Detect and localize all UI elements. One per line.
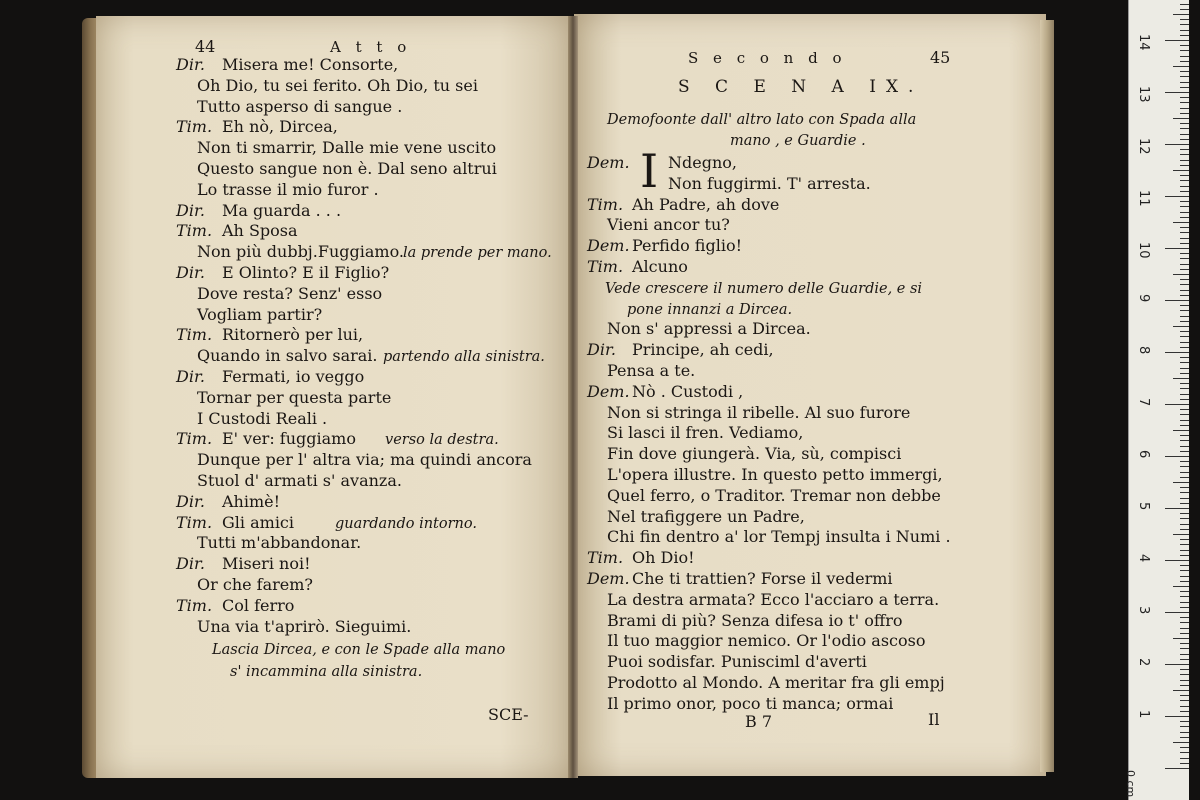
ruler-tick [1180, 726, 1189, 727]
ruler-tick [1180, 191, 1189, 192]
ruler-tick [1180, 440, 1189, 441]
verse-line: Non ti smarrir, Dalle mie vene uscito [197, 138, 497, 158]
verse-line: Gli amici [222, 512, 295, 532]
ruler-tick [1180, 61, 1189, 62]
verse-line: Nò . Custodi , [632, 381, 744, 401]
book-gutter [568, 16, 578, 778]
ruler-tick [1180, 737, 1189, 738]
ruler-tick [1180, 238, 1189, 239]
ruler-tick [1180, 539, 1189, 540]
ruler-tick [1180, 565, 1189, 566]
ruler-tick [1180, 602, 1189, 603]
verse-line: Tutto asperso di sangue . [197, 96, 403, 116]
verse-line: Principe, ah cedi, [632, 340, 774, 360]
ruler-tick [1165, 144, 1189, 145]
ruler-tick [1180, 269, 1189, 270]
verse-line: Questo sangue non è. Dal seno altrui [197, 159, 497, 178]
ruler-tick [1180, 290, 1189, 291]
verse-line: Ma guarda . . . [222, 200, 342, 220]
ruler-tick [1180, 747, 1189, 748]
ruler-tick [1180, 524, 1189, 525]
ruler-tick [1180, 56, 1189, 57]
right-page-edge [1040, 20, 1054, 772]
speaker-label: Tim. [176, 512, 213, 532]
ruler-tick [1180, 342, 1189, 343]
ruler-tick [1180, 123, 1189, 124]
ruler-tick [1165, 508, 1189, 509]
ruler-tick [1180, 139, 1189, 140]
ruler-tick [1180, 648, 1189, 649]
ruler-tick [1180, 550, 1189, 551]
ruler-tick [1180, 331, 1189, 332]
speaker-label: Dir. [176, 55, 205, 74]
speaker-label: Tim. [587, 194, 624, 214]
ruler-tick [1180, 503, 1189, 504]
ruler-tick [1180, 321, 1189, 322]
ruler-tick [1180, 264, 1189, 265]
ruler-tick [1180, 409, 1189, 410]
verse-line: Puoi sodisfar. Punisciml d'averti [607, 652, 867, 672]
speaker-label: Tim. [176, 595, 213, 615]
ruler-tick [1180, 232, 1189, 233]
verse-line: Il tuo maggior nemico. Or l'odio ascoso [607, 631, 926, 651]
verse-line: Col ferro [222, 595, 295, 615]
verse-line: Non fuggirmi. T' arresta. [668, 173, 871, 193]
ruler-tick [1180, 628, 1189, 629]
ruler-tick [1173, 14, 1189, 15]
ruler-tick [1180, 388, 1189, 389]
ruler-tick [1180, 732, 1189, 733]
ruler-number: 12 [1136, 138, 1151, 155]
ruler-tick [1180, 518, 1189, 519]
verse-line: Vieni ancor tu? [607, 215, 730, 235]
ruler-tick [1180, 82, 1189, 83]
ruler-tick [1173, 274, 1189, 275]
speaker-label: Dir. [176, 263, 205, 282]
ruler-tick [1180, 45, 1189, 46]
speaker-label: Tim. [587, 257, 624, 276]
ruler-tick [1180, 253, 1189, 254]
verse-line: Fermati, io veggo [222, 367, 365, 386]
stage-direction: guardando intorno. [335, 515, 477, 532]
ruler-tick [1173, 430, 1189, 431]
verse-line: Dove resta? Senz' esso [197, 283, 383, 303]
speaker-label: Tim. [176, 325, 213, 345]
ruler-number: 14 [1136, 34, 1151, 51]
verse-line: La destra armata? Ecco l'acciaro a terra. [607, 589, 940, 609]
ruler-tick [1165, 560, 1189, 561]
ruler-tick [1180, 617, 1189, 618]
ruler-tick [1173, 586, 1189, 587]
verse-line: Perfido figlio! [632, 236, 743, 256]
ruler-tick [1180, 607, 1189, 608]
verse-line: Non s' appressi a Dircea. [607, 319, 811, 339]
verse-line: Quel ferro, o Traditor. Tremar non debbe [607, 485, 941, 505]
ruler-tick [1180, 128, 1189, 129]
verse-line: Quando in salvo sarai. [197, 346, 378, 366]
ruler-tick [1180, 695, 1189, 696]
ruler-tick [1180, 362, 1189, 363]
ruler-tick [1180, 9, 1189, 10]
verse-line: Dunque per l' altra via; ma quindi ancora [197, 450, 532, 470]
ruler-tick [1180, 461, 1189, 462]
ruler-tick [1180, 212, 1189, 213]
verse-line: Vogliam partir? [197, 304, 323, 324]
verse-line: Si lasci il fren. Vediamo, [607, 423, 804, 443]
ruler-tick [1180, 175, 1189, 176]
ruler-tick [1180, 149, 1189, 150]
verse-line: Brami di più? Senza difesa io t' offro [607, 610, 903, 630]
stage-direction: la prende per mano. [403, 245, 552, 262]
ruler-tick [1180, 305, 1189, 306]
speaker-label: Dir. [176, 200, 205, 220]
ruler-tick [1180, 180, 1189, 181]
ruler-tick [1180, 420, 1189, 421]
ruler-tick [1180, 154, 1189, 155]
verse-line: Fin dove giungerà. Via, sù, compisci [607, 444, 902, 464]
ruler-tick [1180, 258, 1189, 259]
ruler-tick [1180, 373, 1189, 374]
ruler-number: 6 [1136, 450, 1151, 459]
stage-direction: verso la destra. [385, 432, 499, 449]
stage-direction: partendo alla sinistra. [383, 349, 545, 366]
ruler-tick [1173, 638, 1189, 639]
right-running-head: S e c o n d o [688, 49, 847, 67]
ruler-tick [1180, 186, 1189, 187]
ruler-tick [1173, 118, 1189, 119]
ruler-tick [1180, 752, 1189, 753]
verse-line: Tornar per questa parte [197, 387, 392, 407]
verse-line: Ah Padre, ah dove [632, 194, 780, 214]
ruler-tick [1165, 404, 1189, 405]
ruler-tick [1165, 716, 1189, 717]
speaker-label: Dir. [176, 554, 205, 574]
verse-line: Nel trafiggere un Padre, [607, 506, 805, 526]
ruler-tick [1180, 674, 1189, 675]
speaker-label: Tim. [176, 117, 213, 137]
verse-line: Oh Dio! [632, 548, 695, 568]
right-catchword: Il [928, 710, 940, 729]
ruler-tick [1180, 134, 1189, 135]
ruler-tick [1180, 414, 1189, 415]
ruler-tick [1180, 711, 1189, 712]
ruler-number: 5 [1136, 502, 1151, 511]
ruler-tick [1165, 352, 1189, 353]
speaker-label: Tim. [176, 221, 213, 241]
ruler-tick [1180, 425, 1189, 426]
verse-line: Chi fin dentro a' lor Tempj insulta i Numi . [607, 527, 951, 547]
ruler-tick [1180, 477, 1189, 478]
verse-line: Una via t'aprirò. Sieguimi. [197, 616, 412, 636]
ruler-number: 2 [1136, 658, 1151, 667]
ruler-tick [1180, 50, 1189, 51]
verse-line: Ahimè! [222, 491, 281, 511]
ruler-tick [1180, 570, 1189, 571]
ruler-tick [1180, 763, 1189, 764]
ruler-number: 9 [1136, 294, 1151, 303]
ruler-tick [1180, 113, 1189, 114]
ruler-tick [1180, 243, 1189, 244]
ruler-tick [1180, 555, 1189, 556]
ruler-tick [1173, 742, 1189, 743]
ruler-number: 13 [1136, 86, 1151, 103]
ruler-tick [1180, 108, 1189, 109]
verse-line: Prodotto al Mondo. A meritar fra gli empj [607, 673, 945, 692]
ruler-tick [1180, 368, 1189, 369]
left-closing-direction-1: Lascia Dircea, e con le Spade alla mano [212, 642, 506, 658]
measuring-ruler [1124, 0, 1189, 800]
verse-line: Non si stringa il ribelle. Al suo furore [607, 402, 911, 422]
verse-line: Oh Dio, tu sei ferito. Oh Dio, tu sei [197, 75, 478, 95]
ruler-tick [1180, 529, 1189, 530]
ruler-tick [1180, 201, 1189, 202]
ruler-tick [1180, 466, 1189, 467]
verse-line: Alcuno [632, 257, 688, 276]
ruler-tick [1173, 222, 1189, 223]
ruler-tick [1180, 347, 1189, 348]
ruler-number: 10 [1136, 242, 1151, 259]
speaker-label: Dem. [587, 569, 630, 588]
ruler-tick [1180, 35, 1189, 36]
ruler-tick [1180, 680, 1189, 681]
ruler-tick [1180, 492, 1189, 493]
ruler-tick [1180, 87, 1189, 88]
ruler-tick [1165, 664, 1189, 665]
ruler-number: 8 [1136, 346, 1151, 355]
ruler-tick [1165, 768, 1189, 769]
ruler-tick [1180, 102, 1189, 103]
verse-line: Misera me! Consorte, [222, 55, 399, 74]
verse-line: E' ver: fuggiamo [222, 429, 356, 449]
ruler-tick [1180, 76, 1189, 77]
ruler-tick [1180, 160, 1189, 161]
speaker-label: Dir. [587, 340, 616, 360]
verse-line: Lo trasse il mio furor . [197, 179, 379, 199]
speaker-label: Dem. [587, 381, 630, 401]
ruler-tick [1180, 654, 1189, 655]
ruler-tick [1180, 30, 1189, 31]
ruler-number: 11 [1136, 190, 1151, 207]
drop-cap: I [640, 144, 659, 198]
verse-line: Ah Sposa [222, 221, 298, 241]
ruler-tick [1173, 66, 1189, 67]
speaker-label: Dir. [176, 491, 205, 511]
verse-line: Eh nò, Dircea, [222, 117, 338, 137]
ruler-number: 7 [1136, 398, 1151, 407]
ruler-tick [1180, 4, 1189, 5]
right-page-number: 45 [930, 48, 951, 67]
ruler-tick [1180, 758, 1189, 759]
verse-line: Miseri noi! [222, 554, 311, 574]
ruler-tick [1180, 544, 1189, 545]
ruler-tick [1165, 300, 1189, 301]
verse-line: L'opera illustre. In questo petto immergi, [607, 465, 943, 484]
ruler-tick [1180, 284, 1189, 285]
left-closing-direction-2: s' incammina alla sinistra. [230, 664, 423, 680]
ruler-tick [1180, 706, 1189, 707]
ruler-tick [1180, 165, 1189, 166]
left-catchword: SCE- [488, 705, 529, 724]
ruler-tick [1180, 659, 1189, 660]
ruler-tick [1173, 534, 1189, 535]
verse-line: Ritornerò per lui, [222, 325, 364, 345]
ruler-tick [1173, 378, 1189, 379]
verse-line: Che ti trattien? Forse il vedermi [632, 569, 893, 588]
ruler-tick [1165, 196, 1189, 197]
verse-line: Or che farem? [197, 575, 313, 594]
ruler-tick [1180, 576, 1189, 577]
verse-line: I Custodi Reali . [197, 408, 328, 428]
ruler-tick [1180, 472, 1189, 473]
scene-title: S C E N A IX. [678, 77, 924, 97]
ruler-tick [1180, 316, 1189, 317]
ruler-tick [1180, 336, 1189, 337]
ruler-tick [1180, 295, 1189, 296]
ruler-tick [1180, 622, 1189, 623]
ruler-tick [1180, 279, 1189, 280]
left-running-head: A t t o [330, 38, 412, 56]
ruler-tick [1180, 669, 1189, 670]
ruler-tick [1180, 685, 1189, 686]
verse-line: Stuol d' armati s' avanza. [197, 471, 402, 490]
ruler-tick [1173, 690, 1189, 691]
ruler-tick [1165, 456, 1189, 457]
stage-direction: Vede crescere il numero delle Guardie, e si [605, 280, 923, 297]
ruler-tick [1165, 40, 1189, 41]
ruler-tick [1180, 596, 1189, 597]
ruler-tick [1180, 721, 1189, 722]
ruler-tick [1173, 170, 1189, 171]
speaker-label: Tim. [176, 429, 213, 449]
scene-direction-2: mano , e Guardie . [730, 133, 866, 149]
verse-line: Pensa a te. [607, 361, 696, 380]
ruler-tick [1180, 633, 1189, 634]
ruler-tick [1180, 19, 1189, 20]
verse-line: Ndegno, [668, 153, 737, 172]
ruler-unit-label: 0 cm [1124, 770, 1137, 798]
ruler-number: 1 [1136, 710, 1151, 719]
ruler-tick [1180, 206, 1189, 207]
verse-line: Non più dubbj.Fuggiamo. [197, 242, 405, 262]
verse-line: E Olinto? E il Figlio? [222, 263, 390, 282]
ruler-tick [1180, 394, 1189, 395]
ruler-tick [1180, 357, 1189, 358]
ruler-tick [1173, 482, 1189, 483]
ruler-tick [1180, 435, 1189, 436]
verse-line: Il primo onor, poco ti manca; ormai [607, 693, 894, 713]
ruler-tick [1180, 399, 1189, 400]
speaker-label: Dem. [587, 236, 630, 256]
ruler-tick [1165, 248, 1189, 249]
ruler-tick [1180, 700, 1189, 701]
ruler-tick [1180, 446, 1189, 447]
ruler-tick [1180, 581, 1189, 582]
scene-direction-1: Demofoonte dall' altro lato con Spada alla [607, 112, 917, 128]
left-page-number: 44 [195, 37, 216, 56]
ruler-tick [1180, 217, 1189, 218]
ruler-tick [1180, 643, 1189, 644]
speaker-label: Dem. [587, 153, 630, 172]
ruler-tick [1165, 92, 1189, 93]
ruler-tick [1165, 612, 1189, 613]
ruler-tick [1180, 227, 1189, 228]
speaker-label: Tim. [587, 548, 624, 568]
ruler-tick [1180, 97, 1189, 98]
ruler-tick [1180, 383, 1189, 384]
ruler-tick [1173, 326, 1189, 327]
speaker-label: Dir. [176, 367, 205, 386]
ruler-tick [1180, 310, 1189, 311]
ruler-tick [1180, 451, 1189, 452]
ruler-tick [1180, 591, 1189, 592]
stage-direction: pone innanzi a Dircea. [627, 301, 793, 318]
ruler-tick [1180, 498, 1189, 499]
ruler-tick [1180, 487, 1189, 488]
ruler-number: 4 [1136, 554, 1151, 563]
signature-mark: B 7 [745, 712, 773, 731]
ruler-tick [1180, 24, 1189, 25]
verse-line: Tutti m'abbandonar. [197, 533, 362, 553]
ruler-tick [1180, 513, 1189, 514]
ruler-number: 3 [1136, 606, 1151, 615]
ruler-tick [1180, 71, 1189, 72]
